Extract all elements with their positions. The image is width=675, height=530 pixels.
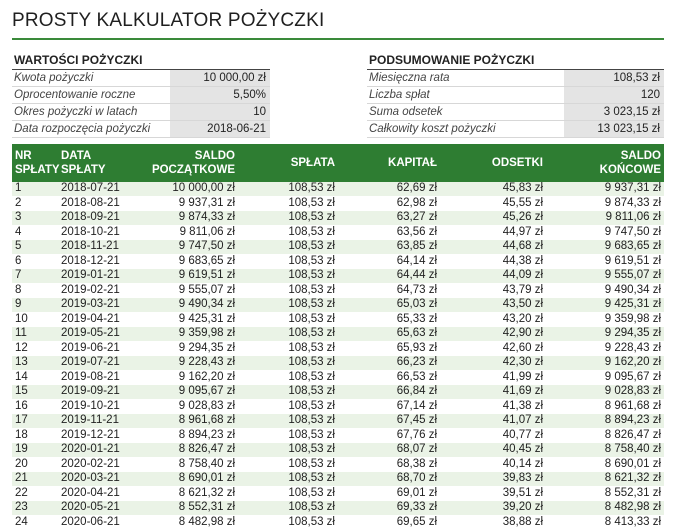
cell-starting-balance[interactable]: 9 811,06 zł [140,225,238,240]
cell-payment-number[interactable]: 24 [12,515,58,530]
cell-payment-date[interactable]: 2020-06-21 [58,515,140,530]
cell-principal[interactable]: 68,70 zł [338,472,440,487]
total-interest-row [367,104,664,121]
cell-payment[interactable]: 108,53 zł [238,457,338,472]
loan-term-label: Okres pożyczki w latach [14,106,138,118]
cell-principal[interactable]: 66,84 zł [338,385,440,400]
cell-payment-number[interactable]: 16 [12,399,58,414]
table-row [12,385,664,400]
loan-amount-input[interactable]: 10 000,00 zł [170,70,270,86]
cell-payment-number[interactable]: 4 [12,225,58,240]
total-cost-value: 13 023,15 zł [564,121,664,137]
cell-payment-date[interactable]: 2019-11-21 [58,414,140,429]
cell-ending-balance[interactable]: 8 621,32 zł [546,472,664,487]
table-row [12,370,664,385]
col-header-payment-number[interactable]: NR SPŁATY [12,144,58,182]
cell-principal[interactable]: 67,14 zł [338,399,440,414]
cell-starting-balance[interactable]: 9 095,67 zł [140,385,238,400]
cell-starting-balance[interactable]: 9 228,43 zł [140,356,238,371]
cell-interest[interactable]: 38,88 zł [440,515,546,530]
cell-starting-balance[interactable]: 9 425,31 zł [140,312,238,327]
cell-payment-number[interactable]: 3 [12,211,58,226]
cell-ending-balance[interactable]: 9 619,51 zł [546,254,664,269]
cell-starting-balance[interactable]: 8 961,68 zł [140,414,238,429]
loan-summary-heading: PODSUMOWANIE POŻYCZKI [367,53,664,70]
cell-payment-number[interactable]: 7 [12,269,58,284]
cell-payment-date[interactable]: 2019-01-21 [58,269,140,284]
title-divider [12,38,664,40]
monthly-payment-row [367,70,664,87]
table-row [12,269,664,284]
cell-payment-number[interactable]: 5 [12,240,58,255]
cell-payment[interactable]: 108,53 zł [238,225,338,240]
cell-starting-balance[interactable]: 8 690,01 zł [140,472,238,487]
col-header-payment[interactable]: SPŁATA [238,144,338,182]
cell-principal[interactable]: 64,73 zł [338,283,440,298]
cell-ending-balance[interactable]: 9 162,20 zł [546,356,664,371]
cell-principal[interactable]: 68,07 zł [338,443,440,458]
cell-payment[interactable]: 108,53 zł [238,182,338,196]
cell-principal[interactable]: 63,56 zł [338,225,440,240]
amortization-table-body [12,182,664,530]
cell-payment[interactable]: 108,53 zł [238,341,338,356]
cell-payment-number[interactable]: 9 [12,298,58,313]
cell-payment-date[interactable]: 2019-02-21 [58,283,140,298]
cell-payment-date[interactable]: 2018-07-21 [58,182,140,196]
cell-interest[interactable]: 44,68 zł [440,240,546,255]
loan-term-input[interactable]: 10 [170,104,270,120]
cell-payment-date[interactable]: 2019-08-21 [58,370,140,385]
cell-payment-number[interactable]: 10 [12,312,58,327]
cell-payment-date[interactable]: 2020-03-21 [58,472,140,487]
cell-interest[interactable]: 40,14 zł [440,457,546,472]
cell-starting-balance[interactable]: 9 294,35 zł [140,341,238,356]
cell-principal[interactable]: 65,63 zł [338,327,440,342]
cell-ending-balance[interactable]: 8 826,47 zł [546,428,664,443]
cell-starting-balance[interactable]: 8 758,40 zł [140,457,238,472]
cell-interest[interactable]: 43,79 zł [440,283,546,298]
cell-starting-balance[interactable]: 9 490,34 zł [140,298,238,313]
cell-payment-number[interactable]: 17 [12,414,58,429]
table-row [12,211,664,226]
monthly-payment-value: 108,53 zł [564,70,664,86]
table-row [12,443,664,458]
cell-ending-balance[interactable]: 8 690,01 zł [546,457,664,472]
cell-starting-balance[interactable]: 10 000,00 zł [140,182,238,196]
cell-payment-date[interactable]: 2020-01-21 [58,443,140,458]
cell-interest[interactable]: 44,09 zł [440,269,546,284]
cell-ending-balance[interactable]: 9 937,31 zł [546,182,664,196]
cell-payment-number[interactable]: 1 [12,182,58,196]
cell-interest[interactable]: 41,07 zł [440,414,546,429]
cell-payment-number[interactable]: 20 [12,457,58,472]
cell-ending-balance[interactable]: 9 228,43 zł [546,341,664,356]
cell-interest[interactable]: 44,97 zł [440,225,546,240]
loan-term-row [12,104,270,121]
table-header-row [12,144,664,182]
cell-payment-date[interactable]: 2018-08-21 [58,196,140,211]
table-row [12,515,664,530]
cell-ending-balance[interactable]: 9 095,67 zł [546,370,664,385]
cell-interest[interactable]: 42,30 zł [440,356,546,371]
table-row [12,312,664,327]
cell-ending-balance[interactable]: 9 028,83 zł [546,385,664,400]
table-row [12,341,664,356]
start-date-input[interactable]: 2018-06-21 [170,121,270,137]
table-row [12,399,664,414]
cell-payment[interactable]: 108,53 zł [238,312,338,327]
payment-count-label: Liczba spłat [369,89,430,101]
cell-interest[interactable]: 40,77 zł [440,428,546,443]
cell-ending-balance[interactable]: 9 359,98 zł [546,312,664,327]
cell-starting-balance[interactable]: 8 482,98 zł [140,515,238,530]
cell-starting-balance[interactable]: 9 359,98 zł [140,327,238,342]
cell-interest[interactable]: 45,26 zł [440,211,546,226]
cell-payment[interactable]: 108,53 zł [238,385,338,400]
cell-ending-balance[interactable]: 9 747,50 zł [546,225,664,240]
cell-principal[interactable]: 62,98 zł [338,196,440,211]
cell-payment[interactable]: 108,53 zł [238,283,338,298]
cell-starting-balance[interactable]: 9 028,83 zł [140,399,238,414]
cell-starting-balance[interactable]: 9 683,65 zł [140,254,238,269]
loan-amount-row [12,70,270,87]
table-row [12,327,664,342]
cell-principal[interactable]: 65,03 zł [338,298,440,313]
cell-payment-date[interactable]: 2018-10-21 [58,225,140,240]
payment-count-row [367,87,664,104]
table-row [12,414,664,429]
cell-payment[interactable]: 108,53 zł [238,501,338,516]
cell-payment-number[interactable]: 12 [12,341,58,356]
cell-interest[interactable]: 45,83 zł [440,182,546,196]
cell-payment-number[interactable]: 22 [12,486,58,501]
cell-payment[interactable]: 108,53 zł [238,211,338,226]
start-date-row [12,121,270,138]
col-header-principal[interactable]: KAPITAŁ [338,144,440,182]
table-row [12,182,664,196]
cell-ending-balance[interactable]: 9 811,06 zł [546,211,664,226]
cell-payment-date[interactable]: 2018-11-21 [58,240,140,255]
interest-rate-label: Oprocentowanie roczne [14,89,136,101]
cell-payment-number[interactable]: 19 [12,443,58,458]
cell-principal[interactable]: 63,27 zł [338,211,440,226]
cell-payment-date[interactable]: 2019-12-21 [58,428,140,443]
cell-payment[interactable]: 108,53 zł [238,327,338,342]
cell-payment-number[interactable]: 18 [12,428,58,443]
table-row [12,298,664,313]
cell-payment-number[interactable]: 11 [12,327,58,342]
cell-payment[interactable]: 108,53 zł [238,196,338,211]
cell-ending-balance[interactable]: 9 555,07 zł [546,269,664,284]
interest-rate-row [12,87,270,104]
cell-principal[interactable]: 63,85 zł [338,240,440,255]
cell-payment[interactable]: 108,53 zł [238,298,338,313]
cell-interest[interactable]: 42,60 zł [440,341,546,356]
col-header-starting-balance[interactable]: SALDO POCZĄTKOWE [140,144,238,182]
cell-starting-balance[interactable]: 8 894,23 zł [140,428,238,443]
cell-payment[interactable]: 108,53 zł [238,414,338,429]
table-row [12,428,664,443]
cell-interest[interactable]: 45,55 zł [440,196,546,211]
cell-principal[interactable]: 67,76 zł [338,428,440,443]
cell-payment[interactable]: 108,53 zł [238,428,338,443]
cell-ending-balance[interactable]: 8 894,23 zł [546,414,664,429]
cell-principal[interactable]: 69,33 zł [338,501,440,516]
monthly-payment-label: Miesięczna rata [369,72,450,84]
table-row [12,472,664,487]
table-row [12,254,664,269]
cell-starting-balance[interactable]: 8 826,47 zł [140,443,238,458]
cell-interest[interactable]: 41,99 zł [440,370,546,385]
cell-starting-balance[interactable]: 8 621,32 zł [140,486,238,501]
table-row [12,283,664,298]
loan-amount-label: Kwota pożyczki [14,72,94,84]
cell-ending-balance[interactable]: 9 294,35 zł [546,327,664,342]
cell-interest[interactable]: 40,45 zł [440,443,546,458]
cell-payment[interactable]: 108,53 zł [238,443,338,458]
cell-payment-number[interactable]: 13 [12,356,58,371]
payment-count-value: 120 [564,87,664,103]
cell-payment-date[interactable]: 2019-03-21 [58,298,140,313]
col-header-interest[interactable]: ODSETKI [440,144,546,182]
cell-interest[interactable]: 42,90 zł [440,327,546,342]
cell-ending-balance[interactable]: 8 413,33 zł [546,515,664,530]
cell-ending-balance[interactable]: 9 490,34 zł [546,283,664,298]
cell-starting-balance[interactable]: 9 747,50 zł [140,240,238,255]
table-row [12,240,664,255]
cell-payment-date[interactable]: 2019-10-21 [58,399,140,414]
cell-interest[interactable]: 41,38 zł [440,399,546,414]
cell-ending-balance[interactable]: 9 874,33 zł [546,196,664,211]
table-row [12,501,664,516]
cell-payment-date[interactable]: 2019-09-21 [58,385,140,400]
col-header-ending-balance[interactable]: SALDO KOŃCOWE [546,144,664,182]
interest-rate-input[interactable]: 5,50% [170,87,270,103]
loan-values-panel [12,53,270,138]
cell-payment[interactable]: 108,53 zł [238,269,338,284]
cell-ending-balance[interactable]: 8 552,31 zł [546,486,664,501]
page-title: PROSTY KALKULATOR POŻYCZKI [12,10,325,31]
cell-payment-date[interactable]: 2018-09-21 [58,211,140,226]
table-row [12,225,664,240]
cell-payment-number[interactable]: 8 [12,283,58,298]
cell-principal[interactable]: 65,93 zł [338,341,440,356]
cell-payment-number[interactable]: 14 [12,370,58,385]
cell-interest[interactable]: 39,83 zł [440,472,546,487]
cell-interest[interactable]: 39,51 zł [440,486,546,501]
cell-payment-number[interactable]: 21 [12,472,58,487]
cell-payment[interactable]: 108,53 zł [238,370,338,385]
cell-payment-number[interactable]: 6 [12,254,58,269]
total-interest-value: 3 023,15 zł [564,104,664,120]
cell-starting-balance[interactable]: 8 552,31 zł [140,501,238,516]
cell-payment[interactable]: 108,53 zł [238,399,338,414]
cell-interest[interactable]: 43,50 zł [440,298,546,313]
table-row [12,457,664,472]
cell-principal[interactable]: 69,01 zł [338,486,440,501]
amortization-table [12,144,664,530]
cell-principal[interactable]: 66,23 zł [338,356,440,371]
table-row [12,486,664,501]
loan-values-heading: WARTOŚCI POŻYCZKI [12,53,270,70]
cell-payment-date[interactable]: 2019-05-21 [58,327,140,342]
cell-ending-balance[interactable]: 9 425,31 zł [546,298,664,313]
cell-payment-date[interactable]: 2019-07-21 [58,356,140,371]
cell-payment-date[interactable]: 2020-04-21 [58,486,140,501]
col-header-payment-date[interactable]: DATA SPŁATY [58,144,140,182]
cell-starting-balance[interactable]: 9 619,51 zł [140,269,238,284]
cell-principal[interactable]: 69,65 zł [338,515,440,530]
cell-payment-number[interactable]: 23 [12,501,58,516]
cell-starting-balance[interactable]: 9 874,33 zł [140,211,238,226]
cell-payment[interactable]: 108,53 zł [238,240,338,255]
cell-ending-balance[interactable]: 8 961,68 zł [546,399,664,414]
cell-payment-date[interactable]: 2019-06-21 [58,341,140,356]
cell-payment-date[interactable]: 2018-12-21 [58,254,140,269]
total-cost-row [367,121,664,138]
cell-payment[interactable]: 108,53 zł [238,254,338,269]
cell-payment[interactable]: 108,53 zł [238,515,338,530]
cell-ending-balance[interactable]: 8 758,40 zł [546,443,664,458]
loan-summary-panel [367,53,664,138]
cell-principal[interactable]: 65,33 zł [338,312,440,327]
cell-interest[interactable]: 39,20 zł [440,501,546,516]
cell-payment-number[interactable]: 15 [12,385,58,400]
cell-payment[interactable]: 108,53 zł [238,356,338,371]
total-cost-label: Całkowity koszt pożyczki [369,123,496,135]
cell-principal[interactable]: 62,69 zł [338,182,440,196]
cell-payment-date[interactable]: 2020-05-21 [58,501,140,516]
cell-payment[interactable]: 108,53 zł [238,486,338,501]
cell-payment-date[interactable]: 2020-02-21 [58,457,140,472]
cell-starting-balance[interactable]: 9 555,07 zł [140,283,238,298]
cell-principal[interactable]: 68,38 zł [338,457,440,472]
cell-interest[interactable]: 41,69 zł [440,385,546,400]
table-row [12,356,664,371]
cell-principal[interactable]: 64,44 zł [338,269,440,284]
cell-principal[interactable]: 67,45 zł [338,414,440,429]
cell-interest[interactable]: 43,20 zł [440,312,546,327]
cell-ending-balance[interactable]: 8 482,98 zł [546,501,664,516]
start-date-label: Data rozpoczęcia pożyczki [14,123,151,135]
total-interest-label: Suma odsetek [369,106,443,118]
cell-payment[interactable]: 108,53 zł [238,472,338,487]
cell-payment-number[interactable]: 2 [12,196,58,211]
cell-principal[interactable]: 64,14 zł [338,254,440,269]
cell-principal[interactable]: 66,53 zł [338,370,440,385]
cell-ending-balance[interactable]: 9 683,65 zł [546,240,664,255]
cell-starting-balance[interactable]: 9 937,31 zł [140,196,238,211]
cell-interest[interactable]: 44,38 zł [440,254,546,269]
table-row [12,196,664,211]
cell-starting-balance[interactable]: 9 162,20 zł [140,370,238,385]
cell-payment-date[interactable]: 2019-04-21 [58,312,140,327]
